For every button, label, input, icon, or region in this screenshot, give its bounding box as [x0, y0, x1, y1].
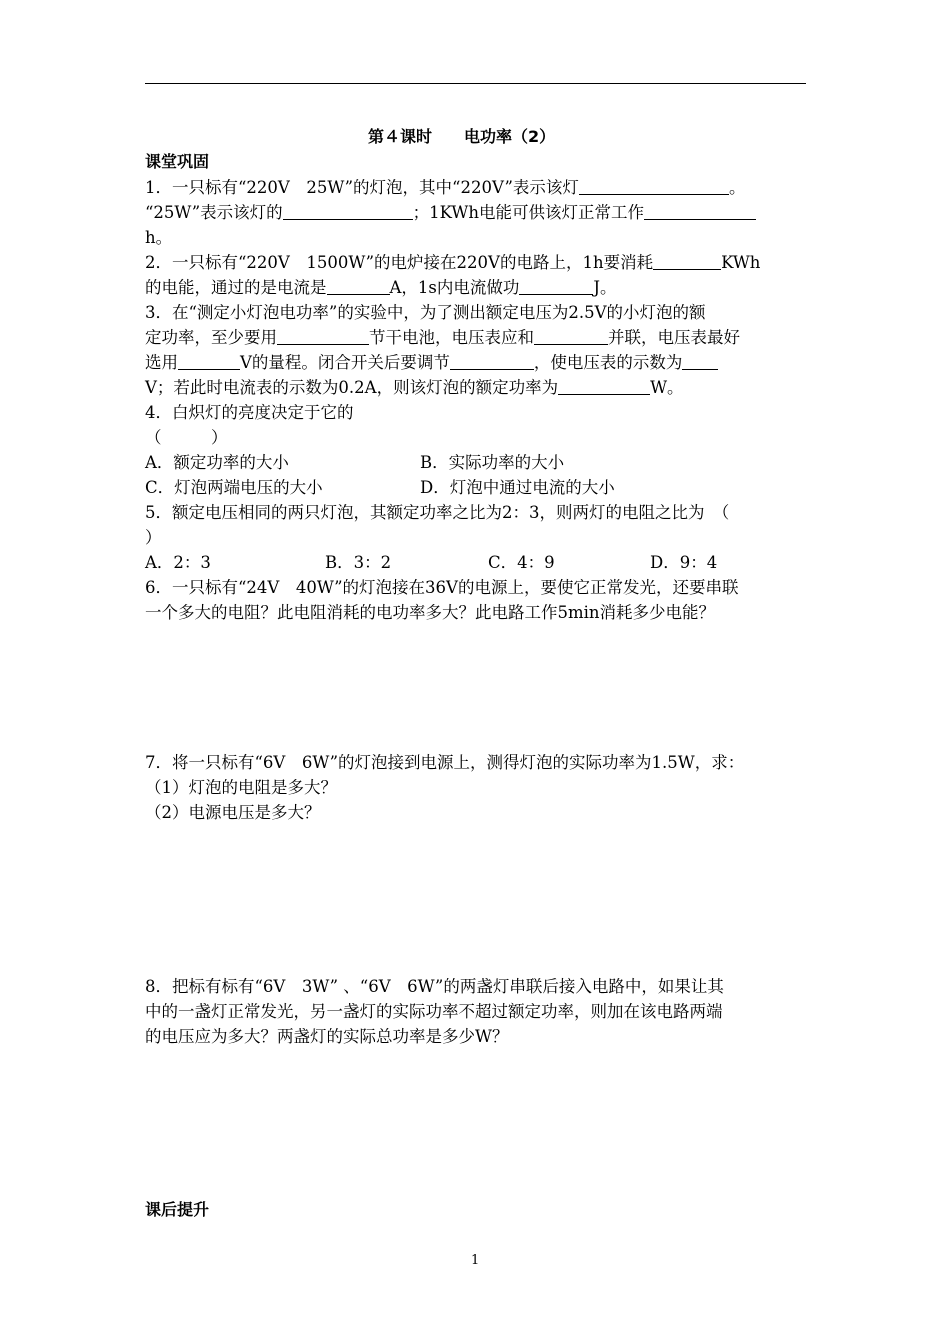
q3-blank-3[interactable] — [178, 353, 240, 370]
q8-line2: 中的一盏灯正常发光，另一盏灯的实际功率不超过额定功率，则加在该电路两端 — [145, 1002, 723, 1021]
section-heading-consolidation: 课堂巩固 — [145, 152, 210, 171]
q8-line3: 的电压应为多大？两盏灯的实际总功率是多少W？ — [145, 1027, 509, 1046]
q3-text: V；若此时电流表的示数为0.2A，则该灯泡的额定功率为 — [145, 378, 559, 397]
page-number: 1 — [471, 1253, 480, 1268]
section-heading-after-class: 课后提升 — [145, 1200, 210, 1219]
q2-line1 — [145, 253, 760, 273]
q5-paren-close: ） — [145, 528, 162, 547]
page-title: 第４课时 电功率（2） — [368, 127, 556, 146]
q3-blank-6[interactable] — [558, 378, 650, 395]
q3-blank-4[interactable] — [450, 353, 534, 370]
q3-text: 定功率，至少要用 — [145, 328, 277, 347]
q1-line1 — [145, 178, 745, 198]
q5-option-a: A．2：3 — [145, 553, 211, 572]
q3-text: V的量程。闭合开关后要调节 — [240, 353, 450, 372]
q4-option-b: B．实际功率的大小 — [420, 453, 565, 472]
q2-line2 — [145, 278, 617, 298]
q3-line2 — [145, 328, 740, 348]
q3-text: W。 — [650, 378, 684, 397]
q5-option-b: B．3：2 — [325, 553, 392, 572]
q1-text: 。 — [728, 178, 746, 197]
q1-line3: h。 — [145, 228, 173, 247]
q1-text: “25W”表示该灯的 — [145, 203, 283, 222]
q4-option-a: A．额定功率的大小 — [145, 453, 289, 472]
q3-line1: 3．在“测定小灯泡电功率”的实验中，为了测出额定电压为2.5V的小灯泡的额 — [145, 303, 706, 322]
q7-line1: 7．将一只标有“6V 6W”的灯泡接到电源上，测得灯泡的实际功率为1.5W，求： — [145, 753, 745, 772]
q1-blank-2[interactable] — [283, 203, 413, 220]
q2-text: A，1s内电流做功 — [389, 278, 520, 297]
q1-text: 1．一只标有“220V 25W”的灯泡，其中“220V”表示该灯 — [145, 178, 579, 197]
q1-line2 — [145, 203, 756, 223]
q1-text: ；1KWh电能可供该灯正常工作 — [412, 203, 644, 222]
header-rule — [145, 83, 806, 84]
q8-line1: 8．把标有标有“6V 3W” 、“6V 6W”的两盏灯串联后接入电路中，如果让其 — [145, 977, 724, 996]
q7-part1: （1）灯泡的电阻是多大？ — [145, 778, 337, 797]
q2-blank-2[interactable] — [327, 278, 390, 295]
q7-part2: （2）电源电压是多大？ — [145, 803, 321, 822]
q3-text: 节干电池，电压表应和 — [369, 328, 534, 347]
q1-blank-1[interactable] — [579, 178, 729, 195]
q2-text: 的电能，通过的是电流是 — [145, 278, 327, 297]
q1-blank-3[interactable] — [644, 203, 756, 220]
q2-blank-3[interactable] — [519, 278, 593, 295]
q4-option-d: D．灯泡中通过电流的大小 — [420, 478, 615, 497]
q6-line1: 6．一只标有“24V 40W”的灯泡接在36V的电源上，要使它正常发光，还要串联 — [145, 578, 739, 597]
q2-text: KWh — [721, 253, 761, 272]
q2-blank-1[interactable] — [653, 253, 721, 270]
q5-option-d: D．9：4 — [650, 553, 718, 572]
q3-blank-5[interactable] — [682, 353, 718, 370]
q3-blank-1[interactable] — [277, 328, 369, 345]
q2-text: 2．一只标有“220V 1500W”的电炉接在220V的电路上，1h要消耗 — [145, 253, 654, 272]
q3-text: 并联，电压表最好 — [608, 328, 740, 347]
q3-text: ，使电压表的示数为 — [533, 353, 683, 372]
q2-text: J。 — [593, 278, 617, 297]
q3-text: 选用 — [145, 353, 178, 372]
q3-line3 — [145, 353, 718, 373]
q4-stem: 4．白炽灯的亮度决定于它的 — [145, 403, 354, 422]
q4-option-c: C．灯泡两端电压的大小 — [145, 478, 323, 497]
q5-stem: 5．额定电压相同的两只灯泡，其额定功率之比为2：3，则两灯的电阻之比为 （ — [145, 503, 730, 522]
q6-line2: 一个多大的电阻？此电阻消耗的电功率多大？此电路工作5min消耗多少电能？ — [145, 603, 716, 622]
q5-option-c: C．4：9 — [488, 553, 555, 572]
q3-blank-2[interactable] — [534, 328, 608, 345]
q3-line4 — [145, 378, 684, 398]
q4-answer-paren[interactable]: （ ） — [145, 428, 228, 447]
